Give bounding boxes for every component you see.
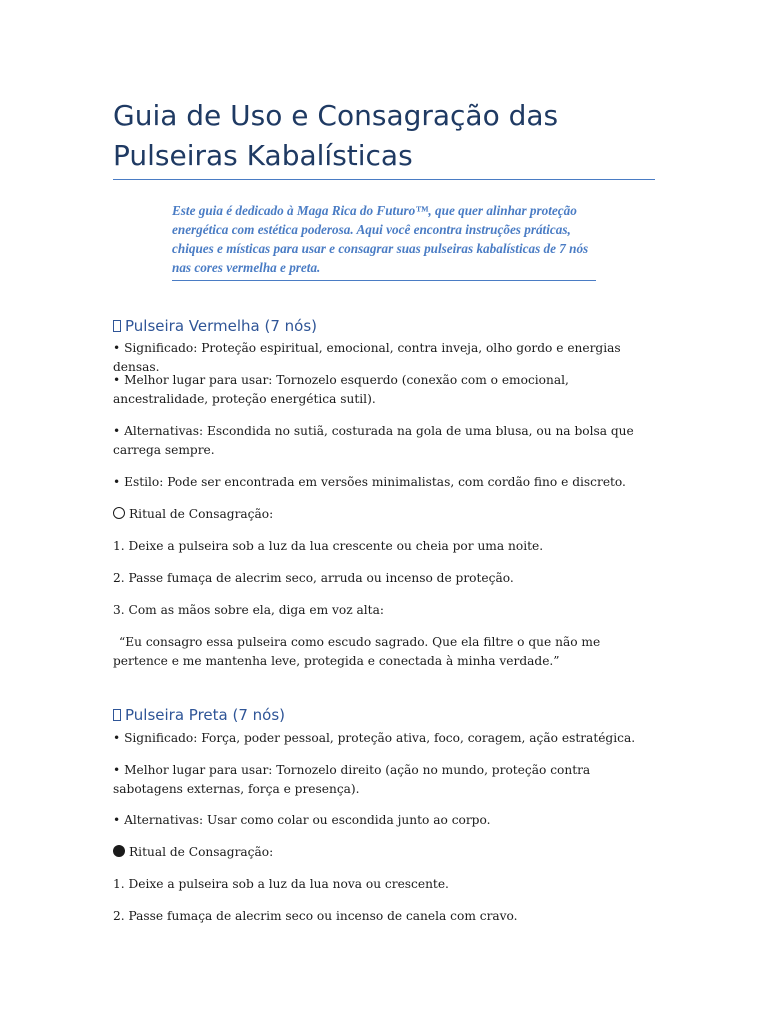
title-divider — [113, 179, 655, 180]
black-step-2: 2. Passe fumaça de alecrim seco ou incenso de canela com cravo. — [113, 909, 518, 923]
missing-glyph-icon — [113, 320, 121, 332]
red-significado: • Significado: Proteção espiritual, emocional, contra inveja, olho gordo e energias densas. — [113, 341, 621, 374]
red-ritual-title-text: Ritual de Consagração: — [129, 507, 274, 521]
section-heading-black — [113, 705, 285, 725]
hollow-circle-icon — [113, 507, 125, 519]
intro-quote: Este guia é dedicado à Maga Rica do Futuro™, que quer alinhar proteção energética com estética poderosa. Aqui você encontra instruções práticas, chiques e místicas para usar e consagrar suas pulseiras kabalísticas de 7 nós nas cores vermelha e preta. — [172, 203, 589, 275]
missing-glyph-icon — [113, 709, 121, 721]
black-significado: • Significado: Força, poder pessoal, proteção ativa, foco, coragem, ação estratégica. — [113, 731, 636, 745]
section-heading-black-text: Pulseira Preta (7 nós) — [125, 706, 285, 724]
intro-divider — [172, 280, 596, 281]
black-alternativas: • Alternativas: Usar como colar ou escondida junto ao corpo. — [113, 813, 491, 827]
red-step-1: 1. Deixe a pulseira sob a luz da lua crescente ou cheia por uma noite. — [113, 539, 544, 553]
red-estilo: • Estilo: Pode ser encontrada em versões minimalistas, com cordão fino e discreto. — [113, 475, 626, 489]
black-melhor-lugar: • Melhor lugar para usar: Tornozelo direito (ação no mundo, proteção contra sabotagens externas, força e presença). — [113, 763, 591, 796]
red-alternativas: • Alternativas: Escondida no sutiã, costurada na gola de uma blusa, ou na bolsa que carrega sempre. — [113, 424, 634, 457]
red-quote: “Eu consagro essa pulseira como escudo sagrado. Que ela filtre o que não me pertence e me mantenha leve, protegida e conectada à minha verdade.” — [113, 635, 601, 668]
red-step-3: 3. Com as mãos sobre ela, diga em voz alta: — [113, 603, 384, 617]
section-heading-red — [113, 316, 317, 336]
red-melhor-lugar: • Melhor lugar para usar: Tornozelo esquerdo (conexão com o emocional, ancestralidade, proteção energética sutil). — [113, 373, 569, 406]
red-ritual-title — [113, 505, 658, 524]
black-step-1: 1. Deixe a pulseira sob a luz da lua nova ou crescente. — [113, 877, 449, 891]
document-title: Guia de Uso e Consagração das Pulseiras Kabalísticas — [113, 99, 559, 172]
black-ritual-title-text: Ritual de Consagração: — [129, 845, 274, 859]
section-heading-red-text: Pulseira Vermelha (7 nós) — [125, 317, 318, 335]
red-step-2: 2. Passe fumaça de alecrim seco, arruda ou incenso de proteção. — [113, 571, 514, 585]
black-ritual-title — [113, 843, 658, 862]
filled-circle-icon — [113, 845, 125, 857]
